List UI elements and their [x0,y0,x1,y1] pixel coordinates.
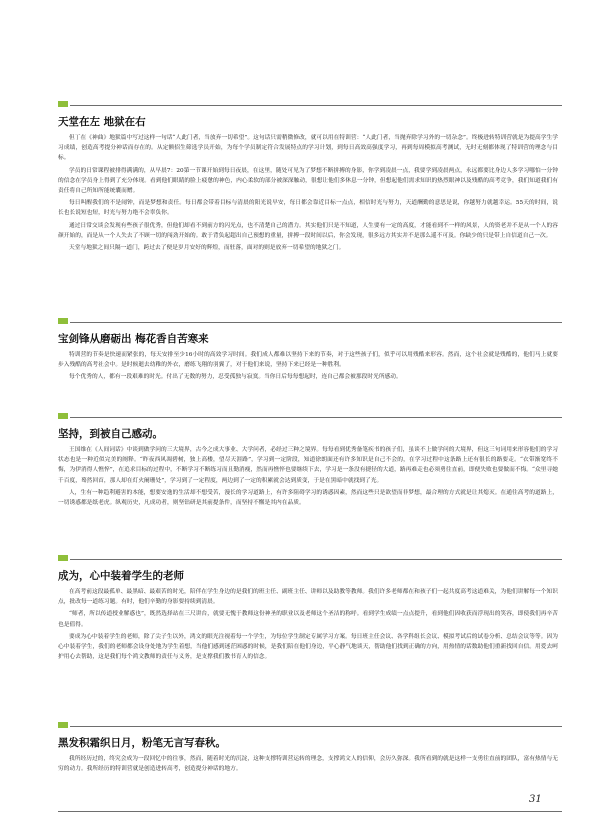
paragraph: 要成为心中装着学生的老师，除了尖子生以外，鸿文的眼光注视着每一个学生，为每位学生制定专属学习方案。每日班主任会议、各学科组长会议、模拟考试后的试卷分析、总结会议等等。因为心中装着学生，我们的老师都会设身处地为学生着想，当他们感到迷茫困惑的时候，是我们陪在他们身边，平心静气地谈天，帮助他们找到正确的方向，用热情的话数助他们重新找回自信。用爱去呵护用心去帮助，这是我们每个鸿文教师的责任与义务，是支撑我们教书育人的信念。 [58,633,558,661]
paragraph: 但丁在《神曲》地狱篇中写过这样一句话“人此门者，当放弃一切希望”。这句话只需稍微修改，就可以用在特训营：“人此门者，当抛弃除学习外的一切杂念”。终极进转特训营就是为提高学生学习成绩，创造高考提分神话而存在的。从定额招生筛选学员开始，为每个学员制定符合发展特点的学习计划，到每日高效高强度学习，再到每周模拟高考测试，无时无刻都体现了特训营的理念与目标。 [58,135,558,162]
paragraph: 人，生有一种趋利避害的本能，想要安逸的生活却不想受苦，漫长的学习道路上，有许多阻碍学习的诱惑因素，然而这些只是欲望而非梦想，最合理的方式就是让其熄灭。在通往高考的道路上，一切诱惑都是纸老虎。纵观历史，凡成功者，则坚钻研是其前提条件，而坚持不懈是其内在品质。 [58,489,558,507]
paragraph: 每个优秀的人，都有一段艰难的时光。付出了无数的努力，忍受孤独与寂寞。当你日后每每想起时，连自己都会被那段时光所感动。 [69,374,402,381]
paragraph: 在高考前这段最孤单、最黑暗、最艰苦的时光，陪伴在学生身边的是我们的班主任、副班主任、讲师以及助教等教师。我们许多老师都在和孩子们一起共度高考这道难关，为他们讲解每一个知识点，批改每一道练习题。有时，他们辛勤的身影要持续到清晨。 [58,589,558,606]
section-title: 坚持，到被自己感动。 [58,428,163,440]
section-title: 成为，心中装着学生的老师 [58,570,184,582]
section-heaven-hell [58,101,558,255]
section-divider [58,413,558,421]
section-persistence [58,413,558,510]
paragraph: 每日叫醒我们的不是闹钟，而是梦想和责任。每日都会带着目标与清晨的阳光说早安，每日都会靠近目标一点点，相信时光与努力，天道酬勤的意思是说，你越努力就越幸运。55天的时间，说长也长说短也短，时光与努力绝不会辜负你。 [58,200,558,217]
paragraph: 特训营的节奏是快速而紧张的，每天安排至少16小时的高效学习时间。我们成人都难以坚持下来的节奏，对于这些孩子们，似乎可以用残酷来形容。然而，这个社会就是残酷的，他们马上就要步入残酷的高考社会中。是时候逝去幼稚的外衣，磨练飞翔的羽翼了，对于他们来说，坚持下来已经是一种胜利。 [58,352,558,369]
section-title: 天堂在左 地狱在右 [58,116,146,128]
section-chalk [58,722,558,776]
section-divider [58,318,558,326]
section-sword-plum [58,318,558,385]
paragraph: 我所经历过的，终究会成为一段回忆中的往事，然而，随着时光的沉淀，这种支撑特训营运转的理念，支撑鸿文人的信仰，会历久弥深。我所看到的就是这样一支勇往直前的团队，富有热情与无穷的动力。我所经历的特训营就是创造进转高考，创造提分神话的地方。 [58,756,558,773]
paragraph: 天堂与地狱之间只隔一道门，跨过去了便是岁月安好的辉煌，而驻落，面对的则是放弃一切希望的地狱之门。 [69,245,345,252]
page-number: 31 [529,794,542,805]
section-divider [58,555,558,563]
paragraph: 通过日常交谈会发现有些孩子很优秀，但他们却看不到前方的闪光点，也不清楚自己的潜力。其实他们只是不知道，人生要有一定的高度，才能看到不一样的风景，人的资老并不是从一个人的容颜开始的，而是从一个人失去了不顾一切的闯劲开始的。敢于背负起超出自己预想的重量，拼搏一段时间以后，你会发现，很多远方其实并不是那么遥不可及。你缺少的只是带上自信道自己一次。 [58,222,558,239]
paragraph: “师者，所以传道授业解惑也”，既然选择站在三尺讲台，就要无愧于教师这份神圣的职业以及老师这个圣洁的称呼。看到学生成绩一点点提升，看到他们因收获而浮现出的笑容，即使我们再辛苦也是值得。 [58,611,558,628]
section-title: 宝剑锋从磨砺出 梅花香自苦寒来 [58,333,209,345]
section-divider [58,722,558,730]
paragraph: 学员的日常课程被排得满满的，从早晨7：20第一节课开始到每日夜晨，在这里，随处可见为了梦想不断拼搏的身影，你学到凌晨一点，我要学到凌晨两点，永远都要比身边人多学习哪怕一分钟的信念在学员身上得到了充分体现。看到他们眼睛的脸上疲惫的神色，内心柔软的部分被深深触动，很想让他们多休息一分钟，但想起他们需求知识的热烈眼神以及残酷的高考竞争，我们知道我们有责任将自己所知所能统囊而赠。 [58,167,558,195]
paragraph: 王国维在《人间词话》中谈到做学问的三大境界，古今之成大事业、大学问者，必经过三种之境界。每每看到优秀备笔疾书的孩子们，虽谈不上做学问的大境界，但这三句词用来形容他们的学习状态也是一种近似完美的阐释。“昨夜西风凋碧树，独上高楼，望尽天涯路”，学习到一定阶段，知道徐朗面还有许多知识是自己不会的，在学习过程中这条路上还有很长的路要走。“衣带渐宽终不悔，为伊消得人憔悴”，在追求目标的过程中，不断学习不断练习而且勤消瘦，然而再憔悴也要继续下去，学习是一条没有捷径的大道，路再难走也必须勇往直前，即便失败也要做而不悔。“众里寻她千百度，蓦然回首，那人却在灯火阑珊处”，学习到了一定程度，两边到了一定的积累就会达到质变，于是在黑暗中就找到了光。 [58,447,558,484]
section-divider [58,101,558,109]
bottom-divider [58,811,562,812]
section-teachers [58,555,558,664]
section-title: 黑发积霜织日月，粉笔无言写春秋。 [58,737,226,749]
